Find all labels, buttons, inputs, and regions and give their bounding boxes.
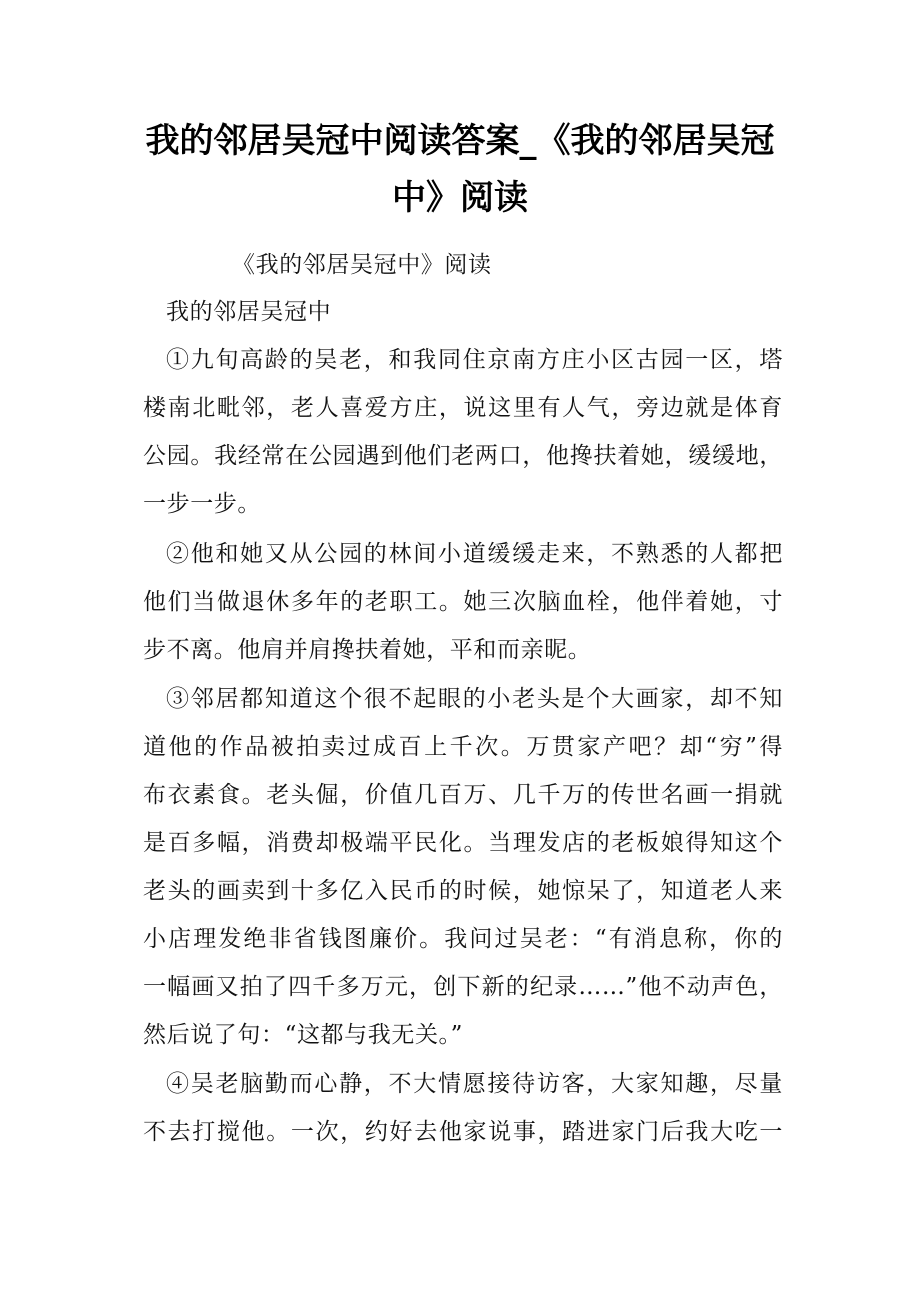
body-text-line: 他们当做退休多年的老职工。她三次脑血栓，他伴着她，寸 <box>143 589 783 615</box>
body-text-line: 不去打搅他。一次，约好去他家说事，踏进家门后我大吃一 <box>143 1119 783 1145</box>
document-title-line-1: 我的邻居吴冠中阅读答案_《我的邻居吴冠 <box>145 121 775 161</box>
body-text-line: 楼南北毗邻，老人喜爱方庄，说这里有人气，旁边就是体育 <box>143 395 783 421</box>
body-text-line: 公园。我经常在公园遇到他们老两口，他搀扶着她，缓缓地， <box>143 443 783 469</box>
body-text-line: 小店理发绝非省钱图廉价。我问过吴老：“有消息称，你的 <box>143 926 783 952</box>
article-heading: 我的邻居吴冠中 <box>166 299 332 325</box>
body-text-line: ③邻居都知道这个很不起眼的小老头是个大画家，却不知 <box>166 686 783 712</box>
body-text-line: ①九旬高龄的吴老，和我同住京南方庄小区古园一区，塔 <box>166 347 783 373</box>
body-text-line: 布衣素食。老头倔，价值几百万、几千万的传世名画一捐就 <box>143 782 783 808</box>
body-text-line: ④吴老脑勤而心静，不大情愿接待访客，大家知趣，尽量 <box>166 1071 783 1097</box>
body-text-line: 老头的画卖到十多亿入民币的时候，她惊呆了，知道老人来 <box>143 878 783 904</box>
document-title-line-2: 中》阅读 <box>392 178 528 218</box>
body-text-line: ②他和她又从公园的林间小道缓缓走来，不熟悉的人都把 <box>166 541 783 567</box>
body-text-line: 然后说了句：“这都与我无关。” <box>143 1022 464 1048</box>
article-subtitle: 《我的邻居吴冠中》阅读 <box>232 252 492 278</box>
body-text-line: 一幅画又拍了四千多万元，创下新的纪录……”他不动声色， <box>143 974 783 1000</box>
body-text-line: 是百多幅，消费却极端平民化。当理发店的老板娘得知这个 <box>143 830 783 856</box>
body-text-line: 道他的作品被拍卖过成百上千次。万贯家产吧？却“穷”得 <box>143 734 783 760</box>
body-text-line: 步不离。他肩并肩搀扶着她，平和而亲昵。 <box>143 637 592 663</box>
body-text-line: 一步一步。 <box>143 491 261 517</box>
